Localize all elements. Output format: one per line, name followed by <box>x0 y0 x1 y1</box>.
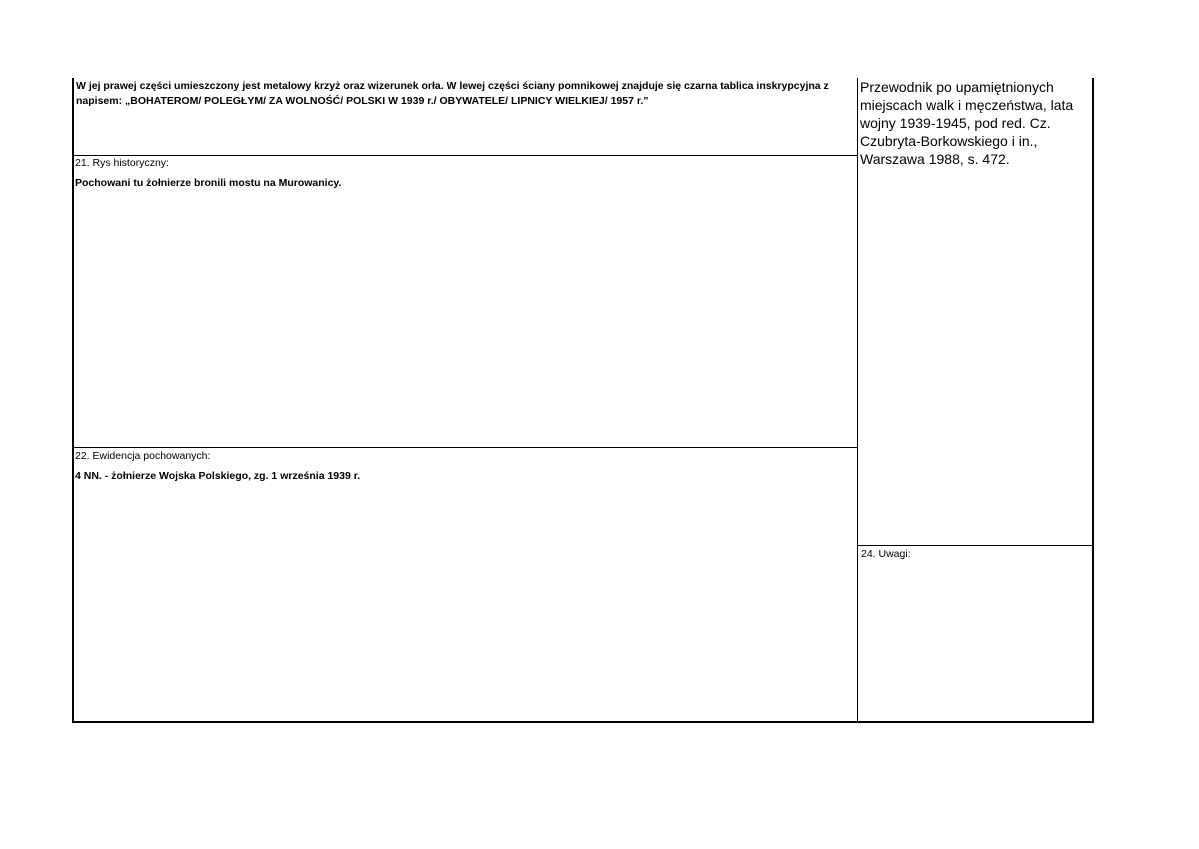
sources-text: Przewodnik po upamiętnionych miejscach walk i męczeństwa, lata wojny 1939-1945, pod red. Cz. Czubryta-Borkowskiego i in., Warszawa 1988, s. 472. <box>860 79 1074 167</box>
table-border-left <box>72 78 74 723</box>
row-divider-22 <box>73 447 858 448</box>
row-divider-21 <box>73 155 858 156</box>
section-22-text: 4 NN. - żołnierze Wojska Polskiego, zg. 1 września 1939 r. <box>75 470 361 482</box>
section-22-label: 22. Ewidencja pochowanych: <box>75 450 211 462</box>
table-border-bottom <box>72 721 1094 723</box>
row-divider-24 <box>858 545 1093 546</box>
section-24-label: 24. Uwagi: <box>861 548 911 560</box>
table-column-divider <box>857 78 858 722</box>
monument-description-text: W jej prawej części umieszczony jest metalowy krzyż oraz wizerunek orła. W lewej części ściany pomnikowej znajduje się czarna tablica inskrypcyjna z napisem: „BOHATEROM/ POLEGŁYM/ ZA WOLNOŚĆ/ POLSKI W 1939 r./ OBYWATELE/ LIPNICY WIELKIEJ/ 1957 r.” <box>76 80 829 107</box>
section-21-text: Pochowani tu żołnierze bronili mostu na Murowanicy. <box>75 177 342 189</box>
table-border-right <box>1092 78 1094 723</box>
section-21-label: 21. Rys historyczny: <box>75 157 169 169</box>
